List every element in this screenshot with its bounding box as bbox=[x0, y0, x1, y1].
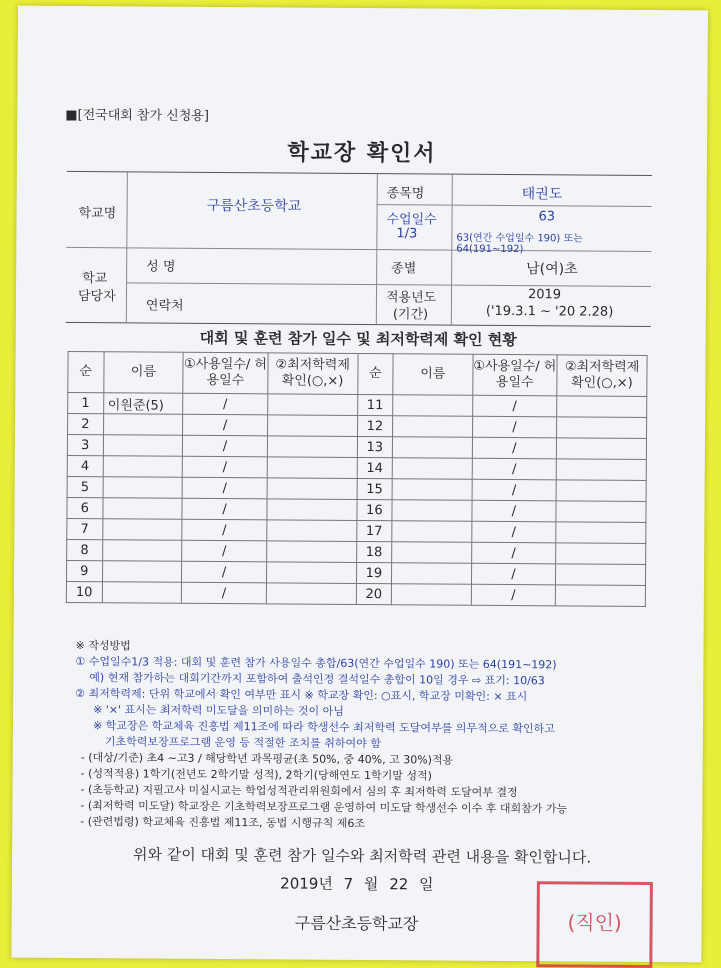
cell-min bbox=[556, 459, 646, 481]
cell-no: 16 bbox=[357, 499, 393, 520]
note-8: - (최저학력 미도달) 학교장은 기초학력보장프로그램 운영하여 미도달 학생선수 이수 후 대회참가 가능 bbox=[80, 799, 568, 816]
cell-days: / bbox=[182, 561, 267, 583]
cell-name bbox=[103, 414, 183, 436]
school-label: 학교명 bbox=[78, 206, 117, 222]
gender-value: 남(여)초 bbox=[526, 261, 578, 278]
contact-label: 연락처 bbox=[145, 298, 184, 314]
col-min: ②최저학력제 확인(○,×) bbox=[268, 353, 358, 395]
cell-name bbox=[393, 416, 473, 438]
cell-no: 15 bbox=[357, 478, 393, 499]
note-4a: ※ 학교장은 학교체육 진흥법 제11조에 따라 학생선수 최저학력 도달여부를 의무적으로 확인하고 bbox=[92, 719, 555, 736]
cell-no: 5 bbox=[67, 476, 103, 497]
cell-min bbox=[267, 478, 357, 500]
note-2: ② 최저학력제: 단위 학교에서 확인 여부만 표시 ※ 학교장 확인: ○표시, 학교장 미확인: × 표시 bbox=[75, 687, 528, 704]
cell-min bbox=[267, 394, 357, 416]
cell-days: / bbox=[471, 542, 556, 564]
cell-days: / bbox=[472, 416, 557, 438]
cell-min bbox=[267, 436, 357, 458]
cell-no: 3 bbox=[67, 434, 103, 455]
confirmation-text: 위와 같이 대회 및 훈련 참가 일수와 최저학력 관련 내용을 확인합니다. bbox=[132, 845, 592, 867]
cell-days: / bbox=[182, 519, 267, 541]
cell-name bbox=[102, 540, 182, 562]
days-note: 63(연간 수업일수 190) 또는 64(191~192) bbox=[456, 232, 583, 256]
header-block bbox=[66, 171, 652, 327]
gender-label: 종별 bbox=[391, 261, 417, 277]
cell-name bbox=[392, 521, 472, 543]
page-title: 학교장 확인서 bbox=[287, 140, 437, 167]
col-name: 이름 bbox=[103, 352, 183, 394]
cell-min bbox=[556, 564, 646, 586]
cell-name bbox=[103, 435, 183, 457]
col-days: ①사용일수/ 허용일수 bbox=[183, 352, 268, 394]
period-value: ('19.3.1 ~ '20 2.28) bbox=[485, 303, 614, 320]
cell-days: / bbox=[182, 498, 267, 520]
cell-no: 8 bbox=[67, 539, 103, 560]
instructions bbox=[74, 638, 665, 834]
cell-min bbox=[266, 562, 356, 584]
year-label: 적용년도 bbox=[385, 290, 437, 306]
form-tag: ■[전국대회 참가 신청용] bbox=[65, 107, 210, 124]
cell-no: 13 bbox=[357, 436, 393, 457]
period-label: (기간) bbox=[392, 307, 429, 323]
cell-no: 7 bbox=[67, 518, 103, 539]
cell-days: / bbox=[471, 584, 556, 606]
cell-min bbox=[556, 522, 646, 544]
note-3: ※ '×' 표시는 최저학력 미도달을 의미하는 것이 아님 bbox=[93, 703, 344, 718]
cell-no: 2 bbox=[68, 413, 104, 434]
cell-no: 9 bbox=[66, 560, 102, 581]
cell-days: / bbox=[471, 521, 556, 543]
cell-days: / bbox=[472, 437, 557, 459]
cell-no: 6 bbox=[67, 497, 103, 518]
date-day: 22 일 bbox=[389, 875, 434, 894]
cell-days: / bbox=[471, 563, 556, 585]
cell-days: / bbox=[472, 500, 557, 522]
cell-min bbox=[266, 583, 356, 605]
cell-name bbox=[392, 500, 472, 522]
col-min: ②최저학력제 확인(○,×) bbox=[557, 355, 647, 397]
cell-name bbox=[103, 456, 183, 478]
cell-no: 18 bbox=[356, 541, 392, 562]
note-4b: 기초학력보장프로그램 운영 등 적절한 조치를 취하여야 함 bbox=[104, 735, 381, 751]
col-name: 이름 bbox=[393, 354, 473, 396]
col-no: 순 bbox=[68, 351, 104, 392]
table-header-row bbox=[68, 351, 647, 396]
cell-no: 11 bbox=[357, 394, 393, 415]
cell-name bbox=[103, 477, 183, 499]
date-year: 2019년 bbox=[280, 874, 333, 893]
note-9: - (관련법령) 학교체육 진흥법 제11조, 동법 시행규칙 제6조 bbox=[80, 815, 366, 831]
section-subtitle: 대회 및 훈련 참가 일수 및 최저학력제 확인 현황 bbox=[199, 328, 517, 350]
cell-min bbox=[556, 438, 646, 460]
cell-min bbox=[557, 396, 647, 418]
cell-name bbox=[102, 519, 182, 541]
staff-label-2: 담당자 bbox=[77, 289, 116, 305]
event-label: 종목명 bbox=[386, 186, 425, 202]
cell-min bbox=[556, 543, 646, 565]
cell-days: / bbox=[182, 540, 267, 562]
cell-days: / bbox=[182, 477, 267, 499]
cell-no: 12 bbox=[357, 415, 393, 436]
principal-name: 구름산초등학교장 bbox=[294, 913, 419, 934]
cell-name bbox=[392, 458, 472, 480]
table-row bbox=[66, 581, 645, 606]
cell-days: / bbox=[472, 479, 557, 501]
cell-min bbox=[266, 541, 356, 563]
cell-days: / bbox=[472, 458, 557, 480]
cell-min bbox=[267, 415, 357, 437]
col-days: ①사용일수/ 허용일수 bbox=[472, 354, 557, 396]
days-value: 63 bbox=[538, 209, 556, 225]
cell-days: / bbox=[183, 393, 268, 415]
cell-min bbox=[267, 457, 357, 479]
days-ratio: 1/3 bbox=[396, 226, 418, 242]
cell-min bbox=[267, 499, 357, 521]
name-label: 성 명 bbox=[146, 259, 176, 275]
cell-no: 17 bbox=[356, 520, 392, 541]
cell-name bbox=[102, 561, 182, 583]
cell-name bbox=[392, 563, 472, 585]
date-month: 7 월 bbox=[343, 874, 379, 894]
event-value: 태권도 bbox=[521, 186, 563, 203]
cell-no: 10 bbox=[66, 581, 102, 602]
note-1a: ① 수업일수1/3 적용: 대회 및 훈련 참가 사용일수 총합/63(연간 수업일수 190) 또는 64(191~192) bbox=[75, 655, 557, 672]
cell-name bbox=[102, 582, 182, 604]
cell-min bbox=[557, 417, 647, 439]
note-5: - (대상/기준) 초4 ~고3 / 해당학년 과목평균(초 50%, 중 40%, 고 30%)적용 bbox=[80, 751, 454, 767]
divider bbox=[377, 204, 652, 207]
cell-name bbox=[393, 395, 473, 417]
official-seal-stamp: (직인) bbox=[536, 881, 653, 968]
note-1b: 예) 현재 참가하는 대회기간까지 포함하여 출석인정 결석일수 총합이 10일 경우 ⇨ 표기: 10/63 bbox=[89, 671, 545, 688]
notes-heading: ※ 작성방법 bbox=[75, 639, 131, 653]
year-value: 2019 bbox=[527, 287, 562, 303]
cell-min bbox=[556, 501, 646, 523]
days-label: 수업일수 bbox=[386, 212, 437, 228]
note-6: - (성적적용) 1학기(전년도 2학기말 성적), 2학기(당해연도 1학기말 성적) bbox=[80, 767, 433, 783]
note-7: - (초등학교) 지필고사 미실시교는 학업성적관리위원회에서 심의 후 최저학력 도달여부 결정 bbox=[80, 783, 518, 800]
cell-no: 14 bbox=[357, 457, 393, 478]
cell-no: 19 bbox=[356, 562, 392, 583]
certificate-paper bbox=[11, 6, 708, 963]
cell-min bbox=[555, 585, 645, 607]
staff-label-1: 학교 bbox=[82, 271, 108, 287]
cell-name bbox=[392, 542, 472, 564]
cell-days: / bbox=[472, 395, 557, 417]
cell-name: 이원준(5) bbox=[103, 393, 183, 415]
cell-no: 20 bbox=[356, 583, 392, 604]
cell-name bbox=[393, 437, 473, 459]
cell-days: / bbox=[183, 456, 268, 478]
cell-name bbox=[103, 498, 183, 520]
cell-days: / bbox=[182, 582, 267, 604]
cell-name bbox=[391, 584, 471, 606]
cell-days: / bbox=[183, 414, 268, 436]
cell-days: / bbox=[183, 435, 268, 457]
cell-min bbox=[556, 480, 646, 502]
school-name: 구름산초등학교 bbox=[206, 197, 302, 215]
cell-name bbox=[392, 479, 472, 501]
participation-table bbox=[66, 351, 648, 607]
cell-min bbox=[267, 520, 357, 542]
col-no: 순 bbox=[357, 353, 393, 394]
cell-no: 4 bbox=[67, 455, 103, 476]
cell-no: 1 bbox=[68, 392, 104, 413]
